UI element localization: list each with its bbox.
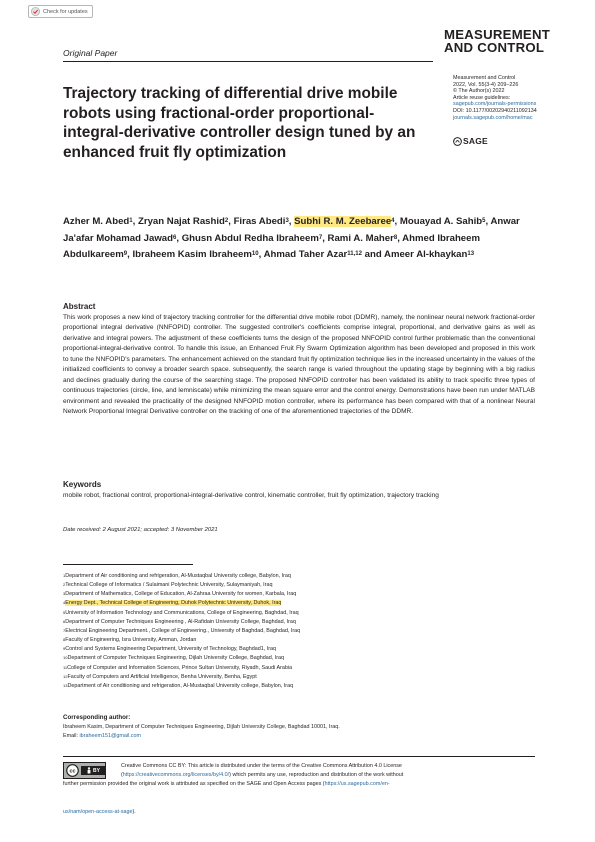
license-paren-open: ( [121, 772, 123, 779]
license-line3 [63, 780, 535, 789]
license-line2-rest: ) which permits any use, reproduction and distribution of the work without [229, 772, 404, 779]
copyright: © The Author(s) 2022 [453, 88, 505, 95]
affiliation-item [63, 599, 535, 608]
keywords-text: mobile robot, fractional control, proportional-integral-derivative control, kinematic controller, fruit fly optimization, trajectory tracking [63, 492, 439, 499]
author-separator: , [258, 249, 264, 260]
author [384, 249, 474, 260]
sage-wordmark: SAGE [463, 136, 488, 146]
author [234, 216, 289, 227]
affiliation-number: 10 [63, 655, 68, 661]
author [328, 233, 398, 244]
author [138, 216, 228, 227]
license-line4-rest: ). [132, 809, 136, 815]
author-affiliation-marker: 8 [393, 234, 398, 241]
author-affiliation-marker: 10 [251, 251, 259, 257]
corresponding-author-email-row [63, 732, 340, 741]
license-text-continued [63, 780, 535, 789]
affiliation-text: University of Information Technology and Communications, College of Engineering, Baghdad, Iraq [65, 609, 299, 616]
author-separator: , [132, 216, 138, 227]
attribution-person-icon [86, 767, 92, 774]
license-line3-text: further permission provided the original work is attributed as specified on the SAGE and Open Access pages ( [63, 781, 325, 787]
affiliation-text: Department of Computer Techniques Engineering, Dijlah University College, Baghdad, Iraq [67, 655, 284, 662]
affiliations-divider [63, 564, 193, 565]
email-link[interactable]: ibraheem151@gmail.com [79, 733, 141, 740]
volume-info: 2022, Vol. 55(3-4) 209–226 [453, 81, 519, 88]
author-affiliation-marker: 6 [173, 234, 177, 241]
author-separator: and [361, 249, 385, 260]
affiliation-number: 1 [63, 573, 66, 578]
author-name: Ahmad Taher Azar [263, 249, 348, 260]
affiliation-item [63, 636, 535, 645]
author-name: Ibraheem Kasim Ibraheem [132, 249, 252, 260]
affiliation-item [63, 609, 535, 618]
affiliation-item [63, 590, 535, 599]
author-name: Ameer Al-khaykan [384, 249, 468, 260]
author-affiliation-marker: 7 [318, 234, 323, 241]
received-accepted-dates: Date received: 2 August 2021; accepted: 3 November 2021 [63, 527, 218, 533]
author [264, 249, 362, 260]
author-separator: , [394, 216, 400, 227]
cc-icon-text: cc [69, 768, 76, 775]
author-separator: , [176, 232, 182, 244]
reuse-label: Article reuse guidelines: [453, 94, 511, 101]
corresponding-author-address: Ibraheem Kasim, Department of Computer Techniques Engineering, Dijlah University College, Baghdad 10001, Iraq. [63, 724, 340, 730]
author-name: Zryan Najat Rashid [137, 216, 225, 227]
journal-name: Measurement and Control [453, 75, 516, 81]
affiliation-item [63, 627, 535, 636]
affiliation-item [63, 645, 535, 654]
author-separator: , [228, 216, 234, 227]
author [132, 249, 258, 260]
author-list [63, 214, 533, 264]
affiliation-item [63, 581, 535, 590]
email-label: Email: [63, 733, 78, 740]
affiliation-item [63, 664, 535, 673]
journal-logo [444, 29, 550, 54]
author-name: Ghusn Abdul Redha Ibraheem [181, 232, 319, 244]
author-separator: , [288, 216, 295, 227]
author [294, 216, 394, 227]
author-name: Subhi R. M. Zeebaree [294, 216, 392, 227]
affiliation-text: Electrical Engineering Department., College of Engineering., University of Baghdad, Baghdad, Iraq [65, 627, 301, 634]
author [63, 216, 133, 227]
affiliation-text: Technical College of Informatics / Sulaimani Polytechnic University, Sulaymaniyah, Iraq [65, 582, 273, 589]
author-name: Ahmed Ibraheem Abdulkareem [63, 232, 481, 260]
author-affiliation-marker: 4 [391, 218, 395, 224]
by-label: BY [93, 767, 100, 774]
affiliation-list [63, 572, 535, 691]
author-separator: , [485, 216, 491, 227]
affiliation-text: Faculty of Computers and Artificial Intelligence, Benha University, Benha, Egypt [67, 673, 257, 680]
corresponding-author-details [63, 723, 340, 741]
cc-by-badge[interactable] [63, 762, 106, 779]
affiliation-number: 9 [63, 646, 66, 652]
keywords-heading: Keywords [63, 480, 102, 489]
affiliation-item [63, 618, 535, 627]
affiliation-number: 8 [63, 637, 66, 643]
affiliation-text: Department of Air conditioning and refrigeration, Al-Mustaqbal University college, Babylon, Iraq [67, 682, 294, 689]
permissions-link[interactable]: sagepub.com/journals-permissions [453, 101, 537, 108]
affiliation-number: 3 [63, 591, 66, 597]
by-label-box [81, 766, 105, 775]
author-name: Azher M. Abed [63, 216, 130, 227]
article-title: Trajectory tracking of differential drive mobile robots using fractional-order proportional-integral-derivative controller design tuned by an enhanced fruit fly optimization [63, 85, 416, 161]
affiliation-text: Department of Computer Techniques Engineering , Al-Rafidain University College, Baghdad, Iraq [65, 618, 296, 625]
header-divider [63, 61, 433, 62]
author-name: Rami A. Maher [327, 232, 394, 244]
affiliation-item [63, 682, 535, 691]
author-affiliation-marker: 1 [129, 218, 133, 224]
affiliation-item [63, 572, 535, 581]
journal-logo-line1: MEASUREMENT [444, 27, 551, 42]
affiliation-number: 12 [63, 673, 68, 679]
article-metadata [453, 75, 537, 121]
author-affiliation-marker: 9 [123, 251, 128, 257]
check-updates-icon [31, 7, 40, 16]
affiliation-number: 2 [63, 582, 66, 588]
affiliation-text: Control and Systems Engineering Department, University of Technology, Baghdad1, Iraq [65, 646, 276, 653]
affiliation-number: 11 [63, 664, 68, 670]
license-line1: Creative Commons CC BY: This article is distributed under the terms of the Creative Commons Attribution 4.0 License [121, 763, 402, 769]
author-affiliation-marker: 3 [285, 218, 289, 224]
affiliation-text: Department of Mathematics, College of Education, Al-Zahraa University for women, Karbala, Iraq [65, 591, 297, 598]
author-separator: , [397, 232, 403, 244]
affiliation-text: Faculty of Engineering, Isra University, Amman, Jordan [65, 637, 197, 644]
license-text [121, 762, 537, 780]
author-affiliation-marker: 2 [224, 218, 229, 224]
affiliation-number: 13 [63, 682, 68, 688]
author [400, 216, 486, 227]
license-line4 [63, 808, 136, 817]
journal-home-link[interactable]: journals.sagepub.com/home/mac [453, 114, 533, 121]
author-affiliation-marker: 5 [482, 218, 486, 224]
affiliation-text: Department of Air conditioning and refrigeration, Al-Mustaqbal University college, Babylon, Iraq [65, 573, 291, 579]
corresponding-author-heading: Corresponding author: [63, 714, 131, 721]
license-line2 [121, 771, 537, 780]
sage-open-access-link-cont[interactable]: us/nam/open-access-at-sage [63, 809, 133, 815]
article-type-label: Original Paper [63, 48, 118, 58]
sage-logo [453, 136, 488, 146]
affiliation-item [63, 654, 535, 663]
doi: DOI: 10.1177/00202940211092134 [453, 107, 537, 114]
author-affiliation-marker: 13 [467, 251, 475, 257]
affiliation-number: 5 [63, 609, 66, 615]
license-divider [63, 756, 535, 757]
sage-open-access-link[interactable]: https://us.sagepub.com/en- [324, 781, 390, 787]
author-name: Anwar Ja'afar Mohamad Jawad [63, 216, 520, 244]
abstract-text: This work proposes a new kind of trajectory tracking controller for the differential drive mobile robot (DDMR), namely, the nonlinear neural network fractional-order proportional integral derivative (NNFOPID) controller. The suggested controller's coefficients comprise integral, proportional, and derivative gains as well as derivative and integral powers. The adjustment of these coefficients turns the design of the proposed NNFOPID control further problematic than the conventional proportional-integral-derivative control. To handle this issue, an Enhanced Fruit Fly Swarm Optimization algorithm has been developed and proposed in this work to tune the NNFOPID's parameters. The enhancement achieved on the standard fruit fly optimization technique lies in the increased uncertainty in the values of the initialized coefficients to convey a broader search space. subsequently, the search range is varied throughout the updating stage by beginning with a big radius and declines gradually during the course of the searching stage. The proposed NNFOPID controller has been validated its ability to track specific three types of continuous trajectories (circle, line, and lemniscate) while minimizing the mean square error and the control energy. Demonstrations have been run under MATLAB environment and revealed the practicality of the designed NNFOPID motion controller, where its performance has been compared with that of a nonlinear Neural Network Proportional Integral Derivative controller on the tracking of one of the aforementioned trajectories of the DDMR. [63, 314, 535, 416]
affiliation-number: 7 [63, 627, 66, 633]
abstract-heading: Abstract [63, 302, 96, 311]
affiliation-number: 6 [63, 618, 66, 624]
author-name: Firas Abedi [233, 216, 286, 227]
author-separator: , [322, 232, 328, 244]
creative-commons-icon [66, 764, 79, 777]
affiliation-number: 4 [63, 600, 66, 606]
journal-logo-line2: AND CONTROL [444, 39, 545, 55]
author [182, 233, 323, 244]
check-updates-label: Check for updates [43, 8, 88, 15]
affiliation-text: Energy Dept., Technical College of Engineering, Duhok Polytechnic University, Duhok, Iraq [65, 600, 282, 607]
affiliation-item [63, 673, 535, 682]
author-name: Mouayad A. Sahib [399, 216, 483, 227]
author-separator: , [127, 249, 133, 260]
affiliation-text: College of Computer and Information Sciences, Prince Sultan University, Riyadh, Saudi Arabia [67, 664, 293, 671]
cc-license-link[interactable]: https://creativecommons.org/licenses/by/4.0/ [122, 772, 230, 779]
author-affiliation-marker: 11,12 [347, 251, 362, 257]
check-for-updates-badge[interactable] [28, 5, 93, 18]
sage-emblem-icon [453, 137, 462, 146]
